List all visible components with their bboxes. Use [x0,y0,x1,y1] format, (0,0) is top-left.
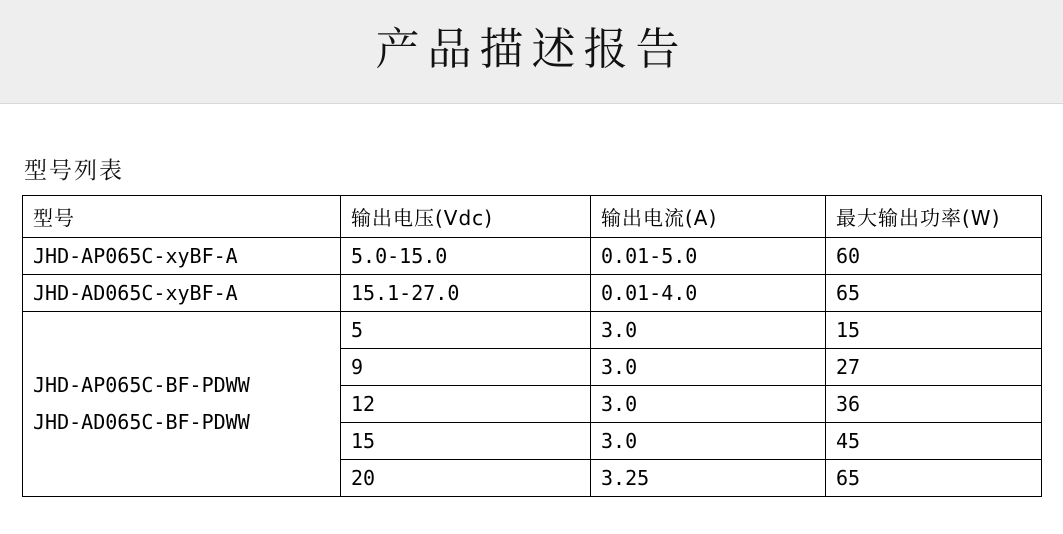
cell-voltage: 15 [341,423,591,460]
model-group-line: JHD-AD065C-BF-PDWW [33,410,250,434]
cell-current: 3.0 [591,386,826,423]
section-heading: 型号列表 [24,158,124,184]
document-body [0,152,1063,497]
cell-current: 3.25 [591,460,826,497]
table-row [23,238,1042,275]
document-header-band [0,0,1063,104]
cell-current: 0.01-5.0 [591,238,826,275]
cell-power: 45 [826,423,1042,460]
cell-voltage: 15.1-27.0 [341,275,591,312]
page-title: 产品描述报告 [375,23,688,75]
cell-power: 15 [826,312,1042,349]
cell-model-group [23,312,341,497]
cell-current: 3.0 [591,423,826,460]
table-header [23,196,1042,238]
cell-voltage: 20 [341,460,591,497]
cell-power: 65 [826,275,1042,312]
table-row [23,312,1042,349]
cell-power: 60 [826,238,1042,275]
cell-model: JHD-AP065C-xyBF-A [23,238,341,275]
table-body [23,238,1042,497]
table-header-row [23,196,1042,238]
column-header-max-output-power: 最大输出功率(W) [826,196,1042,238]
cell-voltage: 5 [341,312,591,349]
column-header-output-current: 输出电流(A) [591,196,826,238]
column-header-output-voltage: 输出电压(Vdc) [341,196,591,238]
cell-power: 36 [826,386,1042,423]
cell-voltage: 9 [341,349,591,386]
model-list-table [22,195,1042,497]
cell-voltage: 5.0-15.0 [341,238,591,275]
cell-power: 27 [826,349,1042,386]
column-header-model: 型号 [23,196,341,238]
cell-voltage: 12 [341,386,591,423]
cell-model: JHD-AD065C-xyBF-A [23,275,341,312]
cell-current: 0.01-4.0 [591,275,826,312]
model-group-line: JHD-AP065C-BF-PDWW [33,373,250,397]
table-row [23,275,1042,312]
cell-current: 3.0 [591,349,826,386]
cell-current: 3.0 [591,312,826,349]
cell-power: 65 [826,460,1042,497]
